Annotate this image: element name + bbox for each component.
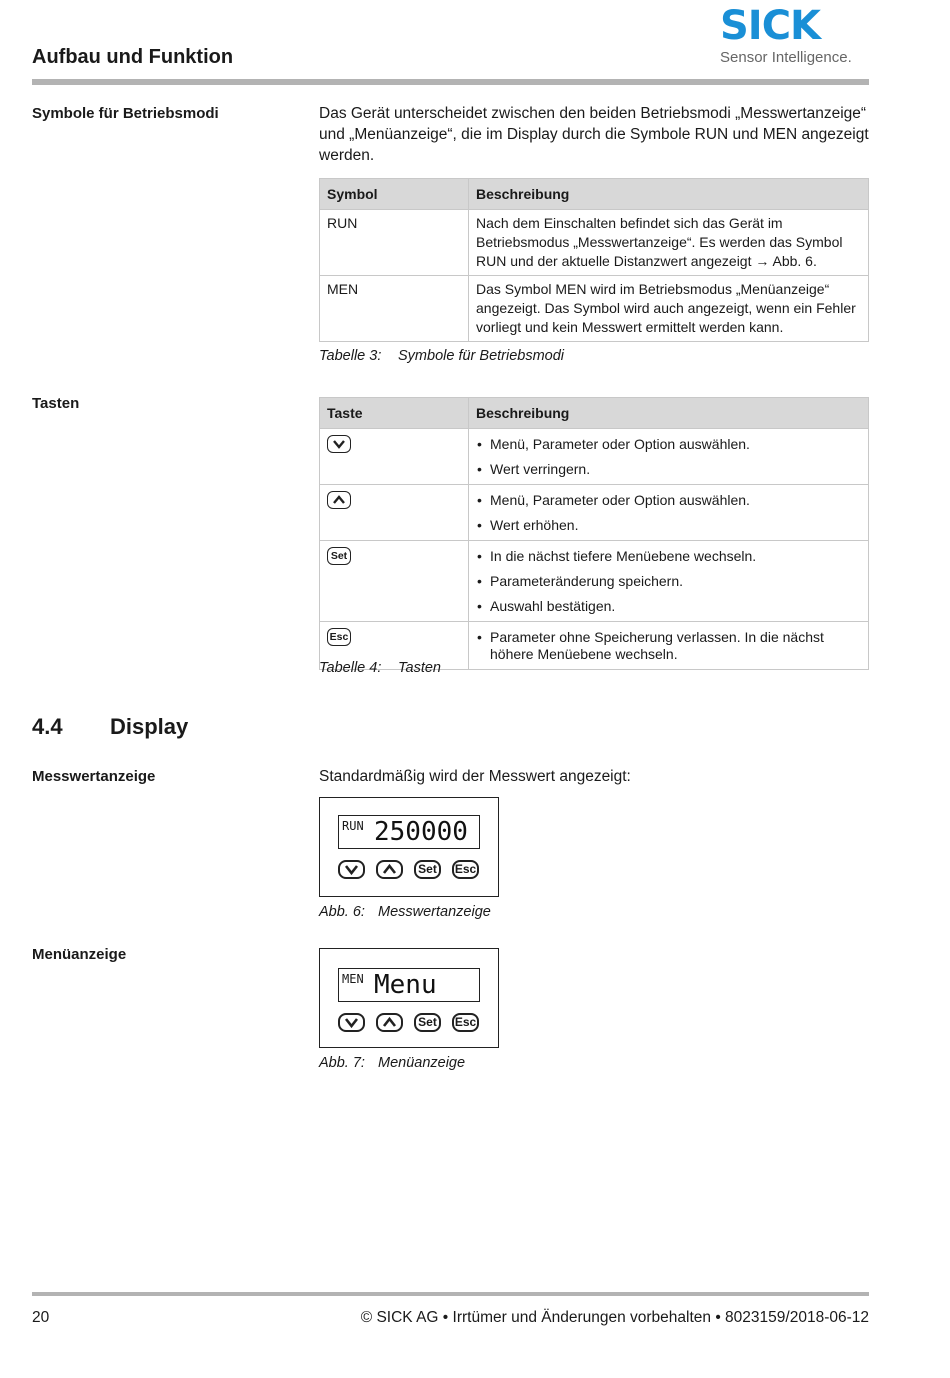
- section-title: Display: [110, 714, 189, 739]
- set-key-icon: Set: [327, 547, 351, 565]
- list-item: • Menü, Parameter oder Option auswählen.: [476, 492, 861, 509]
- key-row: [338, 1013, 483, 1035]
- esc-key-icon: Esc: [452, 1013, 479, 1032]
- chevron-down-icon: [327, 435, 351, 453]
- list-item: • Wert erhöhen.: [476, 517, 861, 534]
- list-item: • Parameteränderung speichern.: [476, 573, 861, 590]
- figure-caption-menu: [319, 1055, 465, 1071]
- display-panel-measure: [319, 797, 499, 897]
- desc-cell: Das Symbol MEN wird im Betriebsmodus „Menüanzeige“ angezeigt. Das Symbol wird auch angezeigt, wenn ein Fehler vorliegt und kein Messwert ermittelt werden kann.: [469, 276, 869, 342]
- list-item: • Wert verringern.: [476, 461, 861, 478]
- table-row: [320, 210, 869, 276]
- side-label-menu: Menüanzeige: [32, 946, 127, 963]
- side-label-keys: Tasten: [32, 395, 80, 412]
- side-label-measure: Messwertanzeige: [32, 768, 156, 785]
- caption-number: Tabelle 4:: [319, 660, 382, 676]
- lcd-value: Menu: [374, 970, 437, 1000]
- table-row: [320, 429, 869, 485]
- col-header-key: Taste: [320, 398, 469, 429]
- lcd-mode-symbol: MEN: [342, 972, 364, 986]
- header-rule: [32, 79, 869, 85]
- caption-text: Symbole für Betriebsmodi: [398, 348, 565, 364]
- table-caption-modes: [319, 348, 564, 364]
- col-header-desc: Beschreibung: [469, 398, 869, 429]
- header-title: Aufbau und Funktion: [32, 46, 234, 68]
- keys-table: [319, 397, 869, 670]
- figure-caption-measure: [319, 904, 491, 920]
- modes-table: [319, 178, 869, 342]
- esc-key-icon: Esc: [327, 628, 351, 646]
- chevron-up-icon: [327, 491, 351, 509]
- list-item: • In die nächst tiefere Menüebene wechseln.: [476, 548, 861, 565]
- col-header-symbol: Symbol: [320, 179, 469, 210]
- footer-text: © SICK AG • Irrtümer und Änderungen vorbehalten • 8023159/2018-06-12: [360, 1309, 869, 1326]
- section-number: 4.4: [32, 714, 63, 739]
- side-label-modes: Symbole für Betriebsmodi: [32, 105, 219, 122]
- caption-text: Messwertanzeige: [378, 904, 491, 920]
- lcd-screen: [338, 815, 480, 849]
- page-number: 20: [32, 1309, 50, 1326]
- col-header-desc: Beschreibung: [469, 179, 869, 210]
- caption-number: Tabelle 3:: [319, 348, 382, 364]
- list-item: • Menü, Parameter oder Option auswählen.: [476, 436, 861, 453]
- list-item: • Auswahl bestätigen.: [476, 598, 861, 615]
- section-heading: [32, 714, 188, 740]
- table-row: [320, 485, 869, 541]
- desc-cell: Nach dem Einschalten befindet sich das Gerät im Betriebsmodus „Messwertanzeige“. Es werden das Symbol RUN und der aktuelle Distanzwert angezeigt → Abb. 6.: [469, 210, 869, 276]
- table-caption-keys: [319, 660, 441, 676]
- lcd-mode-symbol: RUN: [342, 819, 364, 833]
- table-row: [320, 541, 869, 622]
- display-panel-menu: [319, 948, 499, 1048]
- footer-rule: [32, 1292, 869, 1296]
- table-row: [320, 276, 869, 342]
- logo-word: SICK: [720, 3, 821, 49]
- list-item: • Parameter ohne Speicherung verlassen. In die nächst höhere Menüebene wechseln.: [476, 629, 861, 663]
- chevron-down-icon: [338, 860, 365, 879]
- caption-text: Tasten: [398, 660, 441, 676]
- lcd-value: 250000: [374, 817, 468, 847]
- measure-text: Standardmäßig wird der Messwert angezeigt:: [319, 768, 631, 785]
- set-key-icon: Set: [414, 860, 441, 879]
- sick-logo: [720, 3, 870, 66]
- esc-key-icon: Esc: [452, 860, 479, 879]
- chevron-down-icon: [338, 1013, 365, 1032]
- caption-text: Menüanzeige: [378, 1055, 466, 1071]
- chevron-up-icon: [376, 860, 403, 879]
- set-key-icon: Set: [414, 1013, 441, 1032]
- caption-number: Abb. 6:: [319, 904, 365, 920]
- chevron-up-icon: [376, 1013, 403, 1032]
- key-row: [338, 860, 483, 882]
- modes-intro: Das Gerät unterscheidet zwischen den beiden Betriebsmodi „Messwertanzeige“ und „Menüanzeige“, die im Display durch die Symbole RUN und MEN angezeigt werden.: [319, 105, 869, 164]
- symbol-cell: RUN: [320, 210, 469, 276]
- caption-number: Abb. 7:: [319, 1055, 365, 1071]
- logo-tagline: Sensor Intelligence.: [720, 49, 852, 66]
- lcd-screen: [338, 968, 480, 1002]
- symbol-cell: MEN: [320, 276, 469, 342]
